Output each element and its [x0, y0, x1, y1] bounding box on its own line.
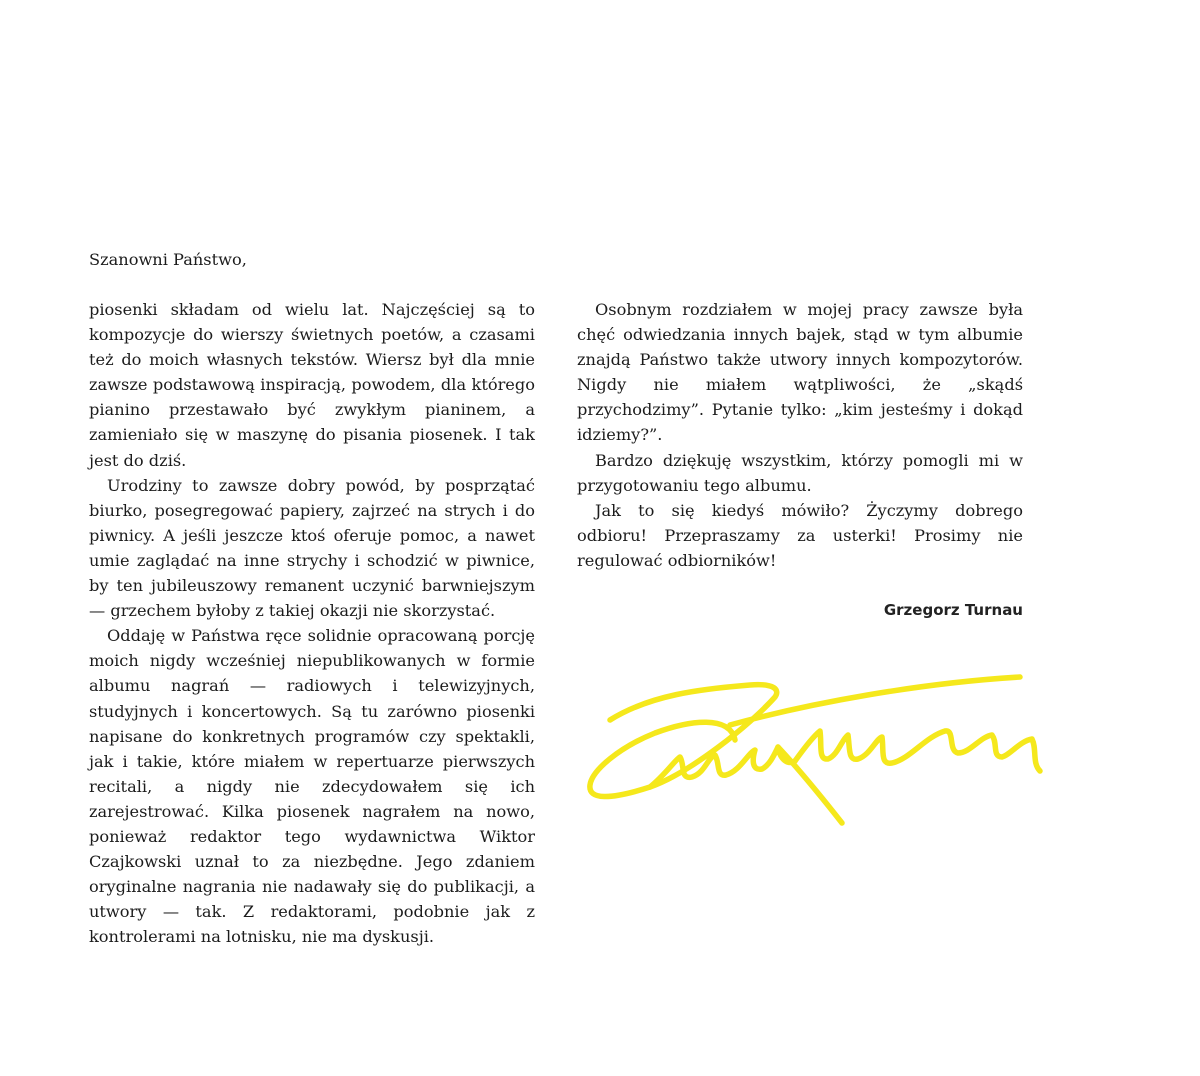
right-paragraph-2: Bardzo dziękuję wszystkim, którzy pomogli mi w przygotowaniu tego albumu. — [577, 450, 1023, 495]
signature-stroke-middle — [650, 747, 795, 787]
right-paragraph-1: Osobnym rozdziałem w mojej pracy zawsze była chęć odwiedzania innych bajek, stąd w tym albumie znajdą Państwo także utwory innych kompozytorów. Nigdy nie miałem wątpliwości, że „skądś przychodzimy”. Pytanie tylko: „kim jesteśmy i dokąd idziemy?”. — [577, 300, 1023, 445]
left-paragraph-1: piosenki składam od wielu lat. Najczęściej są to kompozycje do wierszy świetnych poetów, a czasami też do moich własnych tekstów. Wiersz był dla mnie zawsze podstawową inspiracją, powodem, dla którego pianino przestawało być zwykłym pianinem, a zamieniało się w maszynę do pisania piosenek. I tak jest do dziś. — [89, 300, 535, 470]
left-column — [89, 297, 535, 949]
left-paragraph-3: Oddaję w Państwa ręce solidnie opracowaną porcję moich nigdy wcześniej niepublikowanych w formie albumu nagrań — radiowych i telewizyjnych, studyjnych i koncertowych. Są tu zarówno piosenki napisane do konkretnych programów czy spektakli, jak i takie, które miałem w repertuarze pierwszych recitali, a nigdy nie zdecydowałem się ich zarejestrować. Kilka piosenek nagrałem na nowo, ponieważ redaktor tego wydawnictwa Wiktor Czajkowski uznał to za niezbędne. Jego zdaniem oryginalne nagrania nie nadawały się do publikacji, a utwory — tak. Z redaktorami, podobnie jak z kontrolerami na lotnisku, nie ma dyskusji. — [89, 626, 535, 947]
right-column — [577, 297, 1023, 573]
signature-stroke-loop — [590, 685, 777, 797]
left-paragraph-2: Urodziny to zawsze dobry powód, by posprzątać biurko, posegregować papiery, zajrzeć na strych i do piwnicy. A jeśli jeszcze ktoś oferuje pomoc, a nawet umie zaglądać na inne strychy i schodzić w piwnice, by ten jubileuszowy remanent uczynić barwniejszym — grzechem byłoby z takiej okazji nie skorzystać. — [89, 475, 535, 621]
handwritten-signature — [580, 665, 1050, 840]
author-name: Grzegorz Turnau — [883, 601, 1023, 619]
right-paragraph-3: Jak to się kiedyś mówiło? Życzymy dobrego odbioru! Przepraszamy za usterki! Prosimy nie regulować odbiorników! — [577, 500, 1023, 570]
signature-strokes — [590, 677, 1040, 823]
signature-stroke-tail — [795, 731, 1040, 771]
salutation: Szanowni Państwo, — [89, 250, 247, 269]
